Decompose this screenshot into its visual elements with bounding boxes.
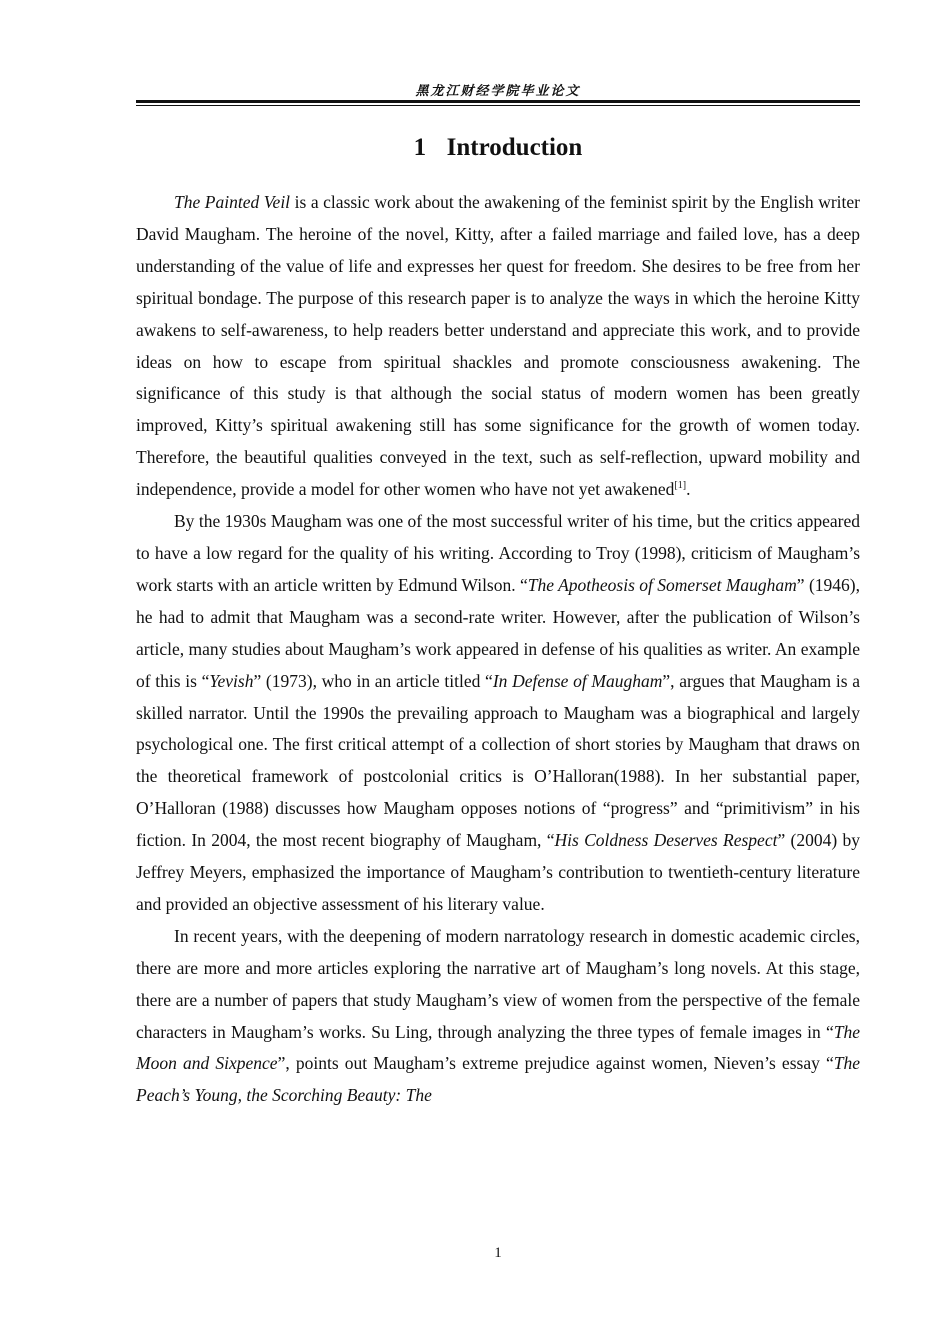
text-run: ” (1946), he had to admit that Maugham was a second-rate writer. However, after the publication of Wilson’s article, many studies about Maugham’s work appeared in defense of his qualities as writer. An example of this is “ [136,574,860,691]
header-rule-thin [136,105,860,106]
citation-marker[interactable]: [1] [674,480,687,492]
paragraph-1 [136,187,860,506]
text-run: By the 1930s Maugham was one of the most successful writer of his time, but the critics appeared to have a low regard for the quality of his writing. According to Troy (1998), criticism of Maugham’s work starts with an article written by Edmund Wilson. “ [136,511,860,595]
section-heading [136,134,860,162]
italic-title: The Moon and Sixpence [136,1021,860,1074]
italic-title: The Apotheosis of Somerset Maugham [527,574,797,595]
text-run: is a classic work about the awakening of the feminist spirit by the English writer David Maugham. The heroine of the novel, Kitty, after a failed marriage and failed love, has a deep understanding of the value of life and expresses her quest for freedom. She desires to be free from her spiritual bondage. The purpose of this research paper is to analyze the ways in which the heroine Kitty awakens to self-awareness, to help readers better understand and appreciate this work, and to provide ideas on how to escape from spiritual shackles and promote consciousness awakening. The significance of this study is that although the social status of modern women has been greatly improved, Kitty’s spiritual awakening still has some significance for the growth of women today. Therefore, the beautiful qualities conveyed in the text, such as self-reflection, upward mobility and independence, provide a model for other women who have not yet awakened [136,192,860,500]
page-number: 1 [494,1245,502,1261]
paragraph-2 [136,506,860,921]
section-title: Introduction [446,134,583,161]
italic-title: The Painted Veil [174,192,291,212]
header-rule-thick [136,100,860,103]
paragraph-3 [136,921,860,1112]
italic-title: In Defense of Maugham [492,670,663,691]
italic-title: The Peach’s Young, the Scorching Beauty: The [136,1053,861,1106]
running-header: 黑龙江财经学院毕业论文 [415,84,581,99]
italic-title: Yevish [209,670,254,691]
italic-title: His Coldness Deserves Respect [554,830,778,851]
text-run: In recent years, with the deepening of modern narratology research in domestic academic circles, there are more and more articles exploring the narrative art of Maugham’s long novels. At this stage, there are a number of papers that study Maugham’s view of women from the perspective of the female characters in Maugham’s works. Su Ling, through analyzing the three types of female images in “ [136,925,860,1042]
text-run: ” (2004) by Jeffrey Meyers, emphasized the importance of Maugham’s contribution to twentieth-century literature and provided an objective assessment of his literary value. [136,830,860,914]
text-run: . [686,479,691,500]
text-run: ”, points out Maugham’s extreme prejudice against women, Nieven’s essay “ [277,1053,834,1074]
text-run: ” (1973), who in an article titled “ [253,670,493,691]
text-run: ”, argues that Maugham is a skilled narrator. Until the 1990s the prevailing approach to Maugham was a biographical and largely psychological one. The first critical attempt of a collection of short stories by Maugham that draws on the theoretical framework of postcolonial critics is O’Halloran(1988). In her substantial paper, O’Halloran (1988) discusses how Maugham opposes notions of “progress” and “primitivism” in his fiction. In 2004, the most recent biography of Maugham, “ [136,670,860,851]
section-number: 1 [413,134,427,161]
body-text [136,187,860,1112]
